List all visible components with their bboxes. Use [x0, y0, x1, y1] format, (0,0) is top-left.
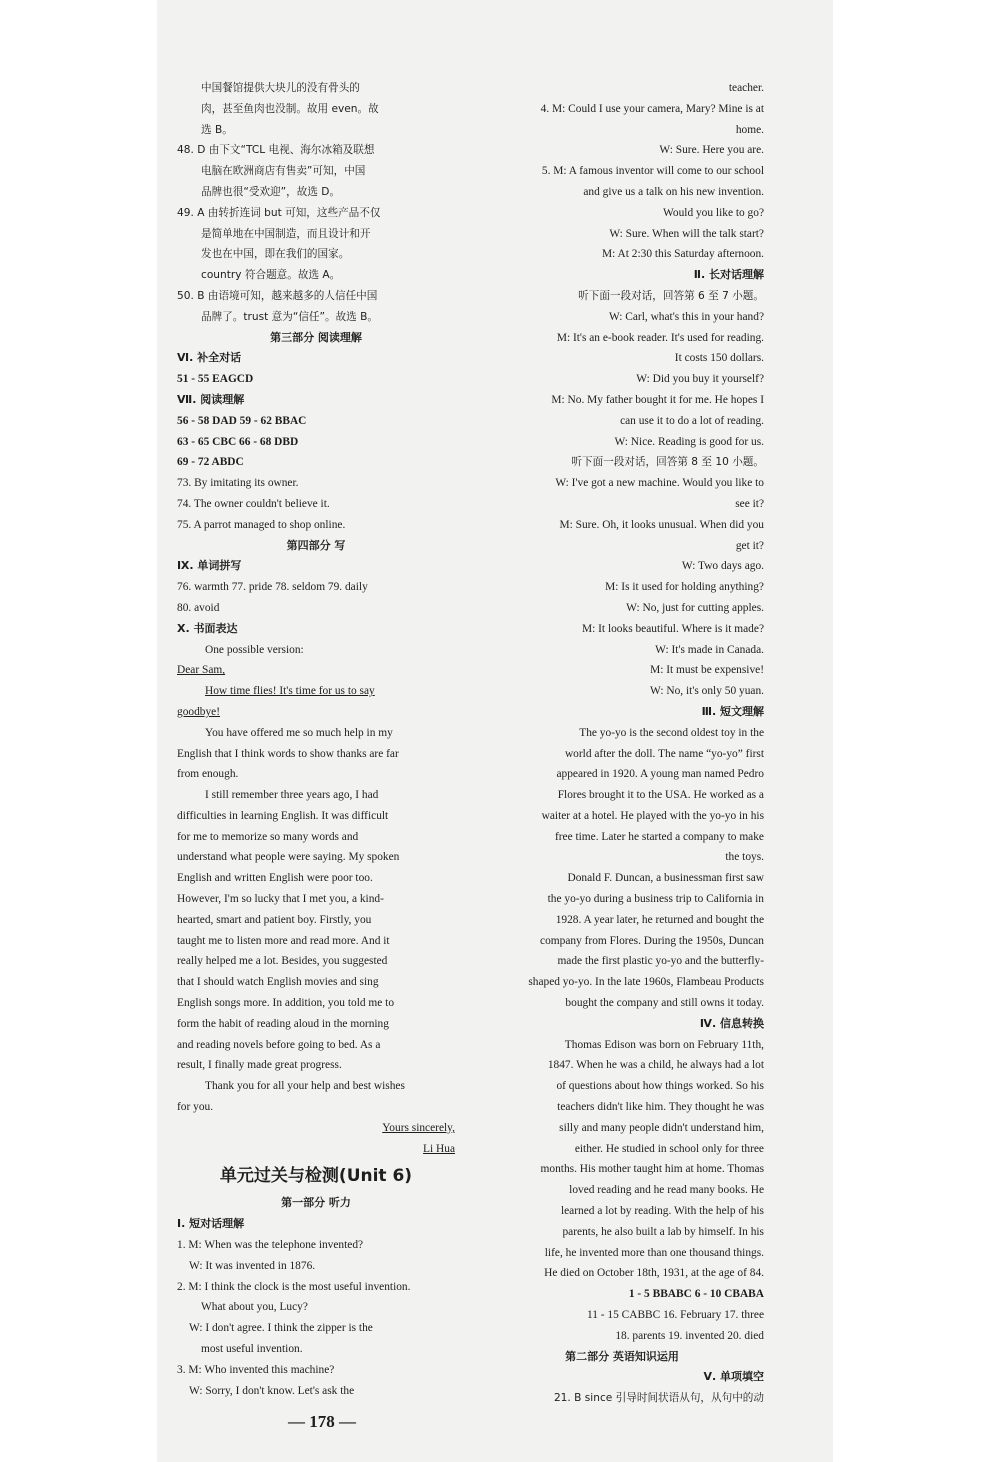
page-number: — 178 —: [288, 1412, 356, 1431]
text-line: Thomas Edison was born on February 11th,: [564, 1038, 764, 1051]
text-line: What about you, Lucy?: [201, 1301, 308, 1314]
text-line: can use it to do a lot of reading.: [620, 414, 764, 427]
text-line: taught me to listen more and read more. And it: [177, 934, 390, 947]
text-line: English and written English were poor too.: [177, 872, 373, 885]
text-line: from enough.: [177, 768, 239, 781]
text-line: Ⅴ. 单项填空: [703, 1370, 764, 1384]
text-line: Donald F. Duncan, a businessman first saw: [567, 872, 764, 885]
text-line: 肉，甚至鱼肉也没制。故用 even。故: [201, 102, 379, 115]
text-line: loved reading and he read many books. He: [569, 1184, 764, 1197]
right-transcript-lines: [480, 78, 764, 1409]
text-line: However, I'm so lucky that I met you, a kind-: [177, 893, 384, 906]
text-line: goodbye!: [177, 705, 221, 718]
text-line: Ⅰ. 短对话理解: [177, 1217, 245, 1231]
text-line: M: At 2:30 this Saturday afternoon.: [602, 248, 764, 261]
left-listening-lines: [177, 1193, 455, 1401]
text-line: country 符合题意。故选 A。: [201, 269, 341, 282]
text-line: W: Carl, what's this in your hand?: [608, 310, 764, 323]
text-line: get it?: [735, 539, 764, 552]
text-line: 听下面一段对话，回答第 8 至 10 小题。: [571, 456, 764, 469]
text-line: M: No. My father bought it for me. He hopes I: [551, 393, 764, 406]
text-line: How time flies! It's time for us to say: [205, 685, 375, 698]
text-line: Ⅳ. 信息转换: [699, 1016, 764, 1030]
text-line: 发也在中国，即在我们的国家。: [201, 248, 350, 261]
text-line: W: It's made in Canada.: [655, 643, 764, 656]
text-line: Ⅶ. 阅读理解: [177, 392, 245, 406]
text-line: The yo-yo is the second oldest toy in the: [579, 726, 764, 739]
text-line: 1928. A year later, he returned and bought the: [555, 913, 764, 926]
text-line: difficulties in learning English. It was difficult: [177, 809, 389, 822]
text-line: Ⅱ. 长对话理解: [693, 268, 764, 282]
text-line: 选 B。: [201, 123, 233, 136]
text-line: 1 - 5 BBABC 6 - 10 CBABA: [628, 1288, 764, 1301]
text-line: I still remember three years ago, I had: [205, 789, 379, 802]
left-column: [177, 78, 455, 1401]
text-line: 11 - 15 CABBC 16. February 17. three: [586, 1309, 764, 1322]
text-line: It costs 150 dollars.: [674, 352, 764, 365]
text-line: English songs more. In addition, you told me to: [177, 997, 395, 1010]
text-line: 5. M: A famous inventor will come to our school: [541, 165, 764, 178]
text-line: 品牌了。trust 意为“信任”。故选 B。: [201, 310, 378, 323]
text-line: W: It was invented in 1876.: [189, 1259, 316, 1272]
text-line: M: It's an e-book reader. It's used for reading.: [556, 331, 764, 344]
text-line: 48. D 由下文“TCL 电视、海尔冰箱及联想: [177, 144, 375, 157]
text-line: result, I finally made great progress.: [177, 1059, 342, 1072]
text-line: world after the doll. The name “yo-yo” first: [564, 747, 764, 760]
text-line: months. His mother taught him at home. Thomas: [540, 1163, 764, 1176]
text-line: M: Sure. Oh, it looks unusual. When did you: [559, 518, 764, 531]
text-line: teacher.: [728, 82, 764, 94]
text-line: for me to memorize so many words and: [177, 830, 359, 843]
text-line: bought the company and still owns it today.: [565, 997, 764, 1010]
text-line: 2. M: I think the clock is the most useful invention.: [177, 1280, 411, 1293]
text-line: W: Did you buy it yourself?: [636, 373, 764, 386]
text-line: home.: [735, 123, 764, 136]
text-line: and reading novels before going to bed. As a: [177, 1038, 381, 1051]
text-line: waiter at a hotel. He played with the yo-yo in his: [541, 809, 764, 822]
text-line: He died on October 18th, 1931, at the age of 84.: [544, 1267, 764, 1280]
unit-title: 单元过关与检测(Unit 6): [219, 1166, 413, 1187]
text-line: see it?: [735, 497, 764, 510]
text-line: 1. M: When was the telephone invented?: [177, 1239, 364, 1252]
text-line: 56 - 58 DAD 59 - 62 BBAC: [177, 414, 307, 427]
text-line: 品牌也很“受欢迎”，故选 D。: [201, 185, 341, 198]
text-line: 1847. When he was a child, he always had a lot: [547, 1059, 764, 1072]
watermark-logo: [826, 1395, 996, 1459]
text-line: 18. parents 19. invented 20. died: [615, 1329, 764, 1342]
text-line: Ⅵ. 补全对话: [177, 351, 242, 365]
text-line: 中国餐馆提供大块儿的没有骨头的: [201, 82, 360, 94]
text-line: 75. A parrot managed to shop online.: [177, 518, 346, 531]
text-line: W: Nice. Reading is good for us.: [614, 435, 764, 448]
text-line: M: Is it used for holding anything?: [605, 581, 764, 594]
text-line: 第一部分 听力: [281, 1196, 351, 1210]
left-answer-lines: [177, 78, 455, 1159]
text-line: 63 - 65 CBC 66 - 68 DBD: [177, 435, 299, 448]
text-line: of questions about how things worked. So his: [556, 1080, 764, 1093]
text-line: parents, he also built a lab by himself. In his: [562, 1225, 764, 1238]
text-line: 听下面一段对话，回答第 6 至 7 小题。: [578, 289, 764, 302]
text-line: W: I've got a new machine. Would you like to: [555, 477, 764, 490]
text-line: M: It looks beautiful. Where is it made?: [582, 622, 764, 635]
text-line: Ⅲ. 短文理解: [701, 704, 764, 718]
text-line: for you.: [177, 1101, 214, 1114]
text-line: company from Flores. During the 1950s, Duncan: [540, 934, 764, 947]
text-line: One possible version:: [205, 643, 304, 656]
text-line: and give us a talk on his new invention.: [583, 185, 764, 198]
text-line: M: It must be expensive!: [650, 664, 764, 677]
text-line: You have offered me so much help in my: [205, 726, 393, 739]
text-line: free time. Later he started a company to make: [554, 830, 764, 843]
text-line: Flores brought it to the USA. He worked as a: [557, 789, 764, 802]
right-column: [480, 78, 764, 1409]
text-line: W: No, just for cutting apples.: [626, 601, 764, 614]
text-line: 电脑在欧洲商店有售卖”可知，中国: [201, 165, 366, 178]
text-line: that I should watch English movies and sing: [177, 976, 379, 989]
text-line: Ⅸ. 单词拼写: [177, 559, 242, 573]
text-line: really helped me a lot. Besides, you suggested: [177, 955, 388, 968]
text-line: most useful invention.: [201, 1343, 303, 1356]
text-line: 第四部分 写: [286, 538, 346, 552]
text-line: 21. B since 引导时间状语从句，从句中的动: [553, 1392, 764, 1405]
text-line: 第二部分 英语知识运用: [565, 1349, 679, 1363]
text-line: W: I don't agree. I think the zipper is the: [189, 1322, 373, 1335]
text-line: silly and many people didn't understand him,: [559, 1121, 764, 1134]
text-line: appeared in 1920. A young man named Pedro: [556, 768, 764, 781]
text-line: 第三部分 阅读理解: [270, 330, 362, 344]
text-line: 74. The owner couldn't believe it.: [177, 497, 330, 510]
text-line: 49. A 由转折连词 but 可知，这些产品不仅: [177, 206, 381, 219]
text-line: Thank you for all your help and best wishes: [205, 1080, 405, 1093]
text-line: teachers didn't like him. They thought he was: [557, 1101, 764, 1114]
text-line: 80. avoid: [177, 601, 220, 614]
text-line: 69 - 72 ABDC: [177, 456, 244, 469]
text-line: W: Sorry, I don't know. Let's ask the: [189, 1384, 355, 1397]
text-line: 76. warmth 77. pride 78. seldom 79. daily: [177, 581, 368, 594]
text-line: W: No, it's only 50 yuan.: [650, 685, 764, 698]
text-line: Li Hua: [423, 1142, 455, 1155]
text-line: Dear Sam,: [177, 664, 226, 677]
text-line: either. He studied in school only for three: [574, 1142, 764, 1155]
text-line: the toys.: [725, 851, 764, 864]
text-line: form the habit of reading aloud in the morning: [177, 1017, 389, 1030]
text-line: W: Two days ago.: [681, 560, 764, 573]
text-line: understand what people were saying. My spoken: [177, 851, 400, 864]
text-line: shaped yo-yo. In the late 1960s, Flambeau Products: [528, 976, 764, 989]
text-line: W: Sure. When will the talk start?: [609, 227, 764, 240]
text-line: 是简单地在中国制造，而且设计和开: [201, 227, 371, 240]
text-line: 50. B 由语境可知，越来越多的人信任中国: [177, 289, 378, 302]
text-line: 4. M: Could I use your camera, Mary? Mine is at: [540, 102, 764, 115]
text-line: 3. M: Who invented this machine?: [177, 1363, 335, 1376]
text-line: Ⅹ. 书面表达: [177, 621, 238, 635]
text-line: 73. By imitating its owner.: [177, 477, 299, 490]
text-line: learned a lot by reading. With the help of his: [560, 1205, 764, 1218]
text-line: Yours sincerely,: [382, 1121, 455, 1134]
text-line: English that I think words to show thanks are far: [177, 747, 399, 760]
text-line: made the first plastic yo-yo and the butterfly-: [557, 955, 764, 968]
text-line: Would you like to go?: [663, 206, 764, 219]
text-line: life, he invented more than one thousand things.: [544, 1246, 764, 1259]
text-line: W: Sure. Here you are.: [659, 144, 764, 157]
text-line: hearted, smart and patient boy. Firstly, you: [177, 913, 372, 926]
text-line: the yo-yo during a business trip to California in: [547, 893, 764, 906]
text-line: 51 - 55 EAGCD: [177, 373, 254, 386]
